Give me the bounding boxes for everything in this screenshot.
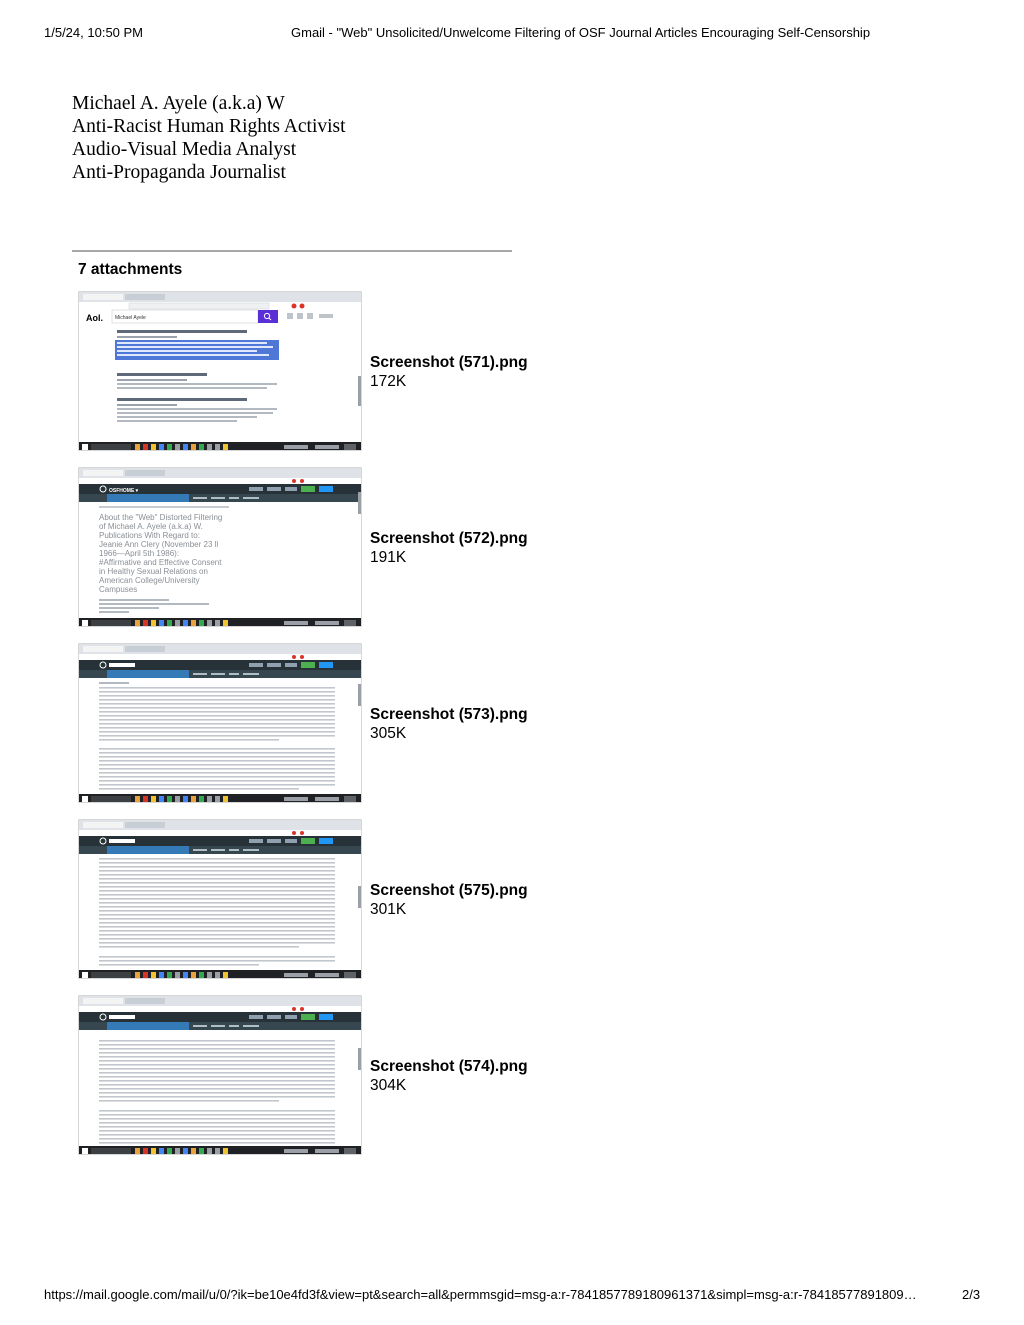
osf-logo: OSFHOME ▾ — [109, 488, 139, 494]
attachment-item[interactable] — [78, 995, 678, 1155]
signature-role-analyst: Audio-Visual Media Analyst — [72, 139, 297, 160]
attachment-filename[interactable]: Screenshot (575).png — [370, 882, 528, 899]
attachment-thumbnail[interactable] — [78, 819, 362, 979]
attachment-filename[interactable]: Screenshot (571).png — [370, 354, 528, 371]
attachment-item[interactable] — [78, 467, 678, 627]
attachments-count: 7 attachments — [78, 261, 183, 278]
attachment-filename[interactable]: Screenshot (574).png — [370, 1058, 528, 1075]
osf-article-title-line: Campuses — [99, 585, 138, 594]
email-signature — [72, 92, 346, 184]
signature-role-journalist: Anti-Propaganda Journalist — [72, 162, 286, 183]
attachment-filename[interactable]: Screenshot (572).png — [370, 530, 528, 547]
attachment-thumbnail[interactable] — [78, 467, 362, 627]
attachment-filesize: 172K — [370, 373, 407, 390]
osf-article-title-line: American College/University — [99, 576, 200, 585]
attachment-filesize: 305K — [370, 725, 407, 742]
osf-article-title-line: #Affirmative and Effective Consent — [99, 558, 222, 567]
attachment-item[interactable] — [78, 291, 678, 451]
osf-article-title-line: of Michael A. Ayele (a.k.a) W. — [99, 522, 203, 531]
attachment-item[interactable] — [78, 643, 678, 803]
attachment-filesize: 304K — [370, 1077, 407, 1094]
print-url: https://mail.google.com/mail/u/0/?ik=be10e4fd3f&view=pt&search=all&permmsgid=msg-a:r-7841857789180961371&simpl=msg-a:r-78418577891809… — [44, 1287, 917, 1302]
attachment-filesize: 301K — [370, 901, 407, 918]
attachment-thumbnail[interactable] — [78, 995, 362, 1155]
attachment-filesize: 191K — [370, 549, 407, 566]
aol-logo: Aol. — [86, 313, 103, 323]
signature-role-activist: Anti-Racist Human Rights Activist — [72, 116, 346, 137]
print-page-title: Gmail - "Web" Unsolicited/Unwelcome Filtering of OSF Journal Articles Encouraging Self-Censorship — [291, 25, 871, 40]
attachment-thumbnail[interactable] — [78, 291, 362, 451]
osf-article-title-line: About the "Web" Distorted Filtering — [99, 513, 223, 522]
osf-article-title-line: Publications With Regard to: — [99, 531, 200, 540]
osf-article-title-line: Jeanie Ann Clery (November 23 ll — [99, 540, 219, 549]
aol-search-value: Michael Ayele — [115, 315, 146, 321]
attachment-item[interactable] — [78, 819, 678, 979]
attachments-divider — [72, 250, 512, 252]
osf-article-title-line: in Healthy Sexual Relations on — [99, 567, 208, 576]
attachment-filename[interactable]: Screenshot (573).png — [370, 706, 528, 723]
attachment-thumbnail[interactable] — [78, 643, 362, 803]
signature-name: Michael A. Ayele (a.k.a) W — [72, 93, 285, 114]
print-datetime: 1/5/24, 10:50 PM — [44, 25, 144, 40]
page-number: 2/3 — [962, 1287, 981, 1302]
osf-article-title-line: 1966—April 5th 1986): — [99, 549, 180, 558]
